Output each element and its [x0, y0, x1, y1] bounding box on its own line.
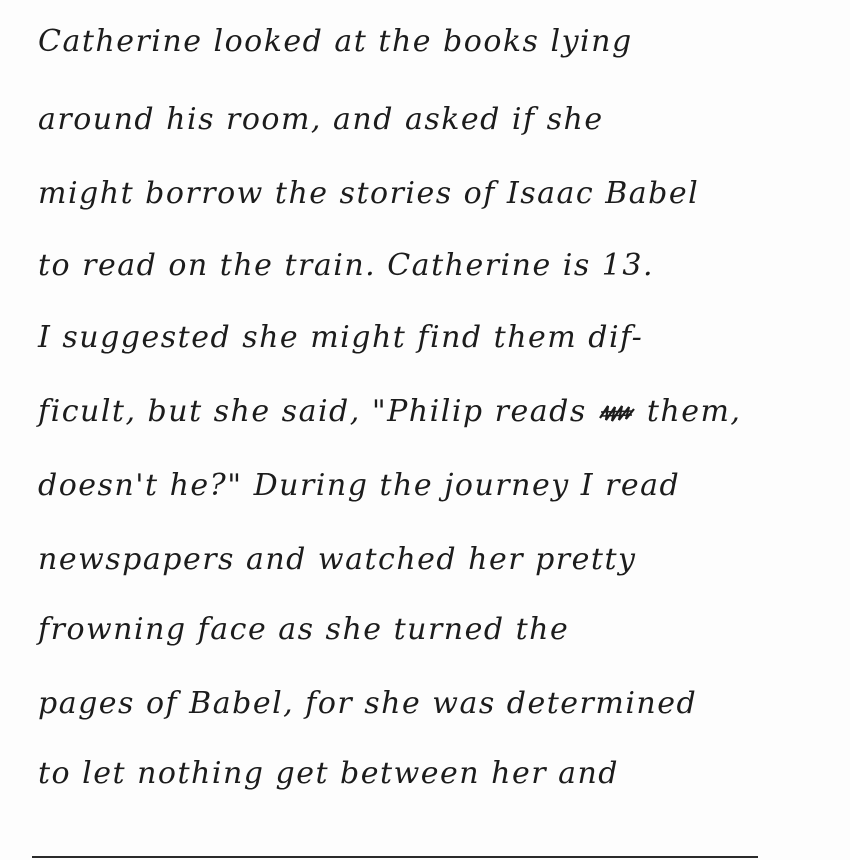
- text-segment: them,: [646, 394, 742, 429]
- text-line: frowning face as she turned the: [38, 612, 570, 647]
- text-line: I suggested she might find them dif-: [38, 320, 644, 355]
- text-line: doesn't he?" During the journey I read: [38, 468, 681, 503]
- text-line: newspapers and watched her pretty: [38, 542, 637, 577]
- text-line: pages of Babel, for she was determined: [38, 686, 698, 721]
- text-line: around his room, and asked if she: [38, 102, 604, 137]
- scribble-out-mark: [598, 402, 636, 424]
- bottom-rule-divider: [32, 856, 758, 858]
- text-line: might borrow the stories of Isaac Babel: [38, 176, 700, 211]
- text-line-with-strikeout: [38, 392, 818, 432]
- text-line: to let nothing get between her and: [38, 756, 619, 791]
- text-line: Catherine looked at the books lying: [38, 24, 633, 59]
- text-segment: ficult, but she said, "Philip reads: [38, 394, 587, 429]
- text-line: to read on the train. Catherine is 13.: [38, 248, 654, 283]
